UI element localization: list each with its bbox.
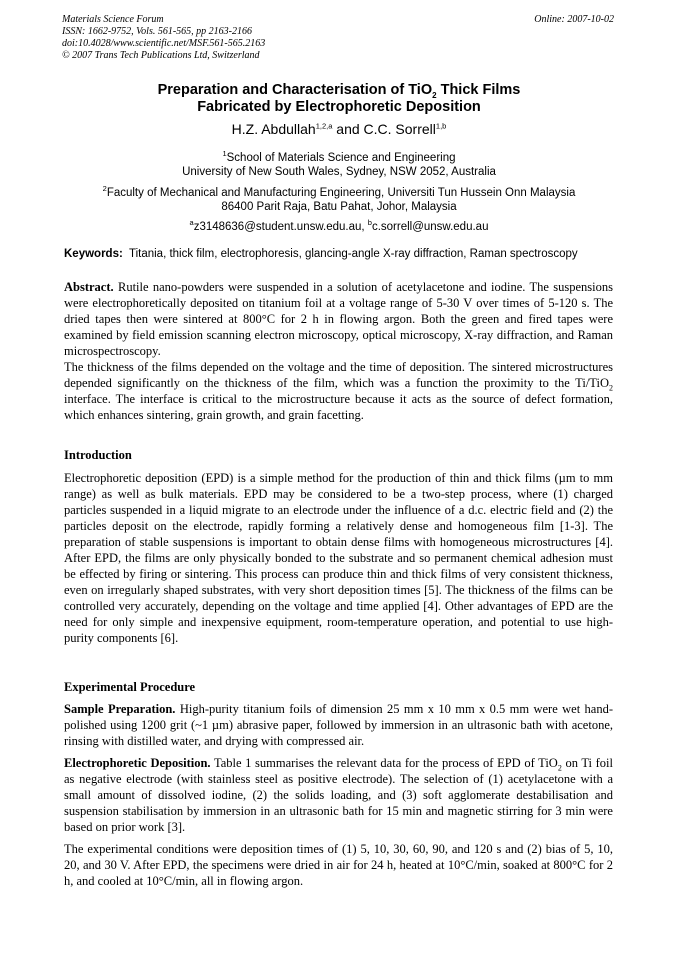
journal-name: Materials Science Forum [62,14,164,25]
introduction-paragraph: Electrophoretic deposition (EPD) is a simple method for the production of thin and thick films (µm to mm range) as well as bulk materials. EPD may be considered to be a two-step process, where (1) charged particles suspended in a liquid migrate to an electrode under the influence of a d.c. electric field and (2) the particles deposit on the electrode, rapidly forming a relatively dense and homogeneous film [1-3]. The preparation of stable suspensions is important to obtain dense films with homogeneous microstructures [4]. After EPD, the films are only physically bonded to the substrate and so permanent chemical adhesion must be effected by firing or sintering. This process can produce thin and thick films of very consistent thickness, even on irregularly shaped substrates, with very short deposition times [5]. The thickness of the films can be controlled very accurately, depending on the voltage and time applied [4]. Other advantages of EPD are the need for only simple and inexpensive equipment, room-temperature operation, and potential to use high-purity components [6]. [64,471,613,645]
author-list: H.Z. Abdullah$^{1,2,a}$ and C.C. Sorrell$^{1,b}$ [231,121,447,137]
title-line-1: Preparation and Characterisation of TiO$_2$ Thick Films [157,82,521,100]
experimental-heading: Experimental Procedure [64,680,196,694]
sample-preparation-label: Sample Preparation. [64,702,176,716]
paper-title [60,82,618,116]
online-date: Online: 2007-10-02 [534,14,614,25]
title-line-2: Fabricated by Electrophoretic Deposition [197,99,481,115]
email-a[interactable]: z3148636@student.unsw.edu.au [193,221,362,233]
abstract-paragraph-1: Abstract. Rutile nano-powders were suspended in a solution of acetylacetone and iodine. The suspensions were electrophoretically deposited on titanium foil at a voltage range of 5-30 V over times of 5-120 s. The dried tapes then were sintered at 800°C for 2 h in flowing argon. Both the green and fired tapes were examined by field emission scanning electron microscopy, optical microscopy, X-ray diffraction, and Raman microspectroscopy. [64,280,614,358]
doi-line: doi:10.4028/www.scientific.net/MSF.561-565.2163 [62,38,266,49]
journal-header [62,14,265,62]
abstract-paragraph-2: The thickness of the films depended on the voltage and the time of deposition. The sintered microstructures depended significantly on the thickness of the film, which was a function the proximity to the Ti/TiO$_2$ interface. The interface is critical to the microstructure because it acts as the source of defect formation, which enhances sintering, grain growth, and grain facetting. [64,360,613,422]
keywords-text: Titania, thick film, electrophoresis, glancing-angle X-ray diffraction, Raman spectroscopy [128,248,578,260]
affiliation-2: $^2$Faculty of Mechanical and Manufacturing Engineering, Universiti Tun Hussein Onn Malaysia 86400 Parit Raja, Batu Pahat, Johor, Malaysia [102,184,576,213]
keywords [64,247,616,261]
introduction-heading: Introduction [64,448,132,462]
issn-line: ISSN: 1662-9752, Vols. 561-565, pp 2163-2166 [62,26,252,37]
sample-preparation-paragraph: Sample Preparation. High-purity titanium foils of dimension 25 mm x 10 mm x 0.5 mm were wet hand-polished using 1200 grit (~1 µm) abrasive paper, followed by immersion in an ultrasonic bath with acetone, rinsing with distilled water, and drying with compressed air. [64,702,613,748]
electrophoretic-deposition-paragraph: Electrophoretic Deposition. Table 1 summarises the relevant data for the process of EPD of TiO$_2$ on Ti foil as negative electrode (with stainless steel as positive electrode). The selection of (1) acetylacetone with a small amount of dissolved iodine, (2) the solids loading, and (3) soft agglomerate destabilisation and suspension stabilisation by immersion in an ultrasonic bath for 15 min and magnetic stirring for 3 min were based on prior work [3]. [64,756,613,834]
abstract-label: Abstract. [64,280,114,294]
affiliation-1: $^1$School of Materials Science and Engineering University of New South Wales, Sydney, NSW 2052, Australia [182,149,496,178]
copyright-line: © 2007 Trans Tech Publications Ltd, Switzerland [62,50,260,61]
email-b[interactable]: c.sorrell@unsw.edu.au [371,221,489,233]
author-2: C.C. Sorrell [363,121,436,137]
epd-label: Electrophoretic Deposition. [64,756,211,770]
keywords-label: Keywords: [64,248,123,260]
author-emails: $^a$z3148636@student.unsw.edu.au, $^b$c.sorrell@unsw.edu.au [189,218,489,233]
author-1: H.Z. Abdullah [231,121,316,137]
experimental-conditions-paragraph: The experimental conditions were deposition times of (1) 5, 10, 30, 60, 90, and 120 s and (2) bias of 5, 10, 20, and 30 V. After EPD, the specimens were dried in air for 24 h, heated at 10°C/min, soaked at 800°C for 2 h, and cooled at 10°C/min, all in flowing argon. [64,842,613,888]
